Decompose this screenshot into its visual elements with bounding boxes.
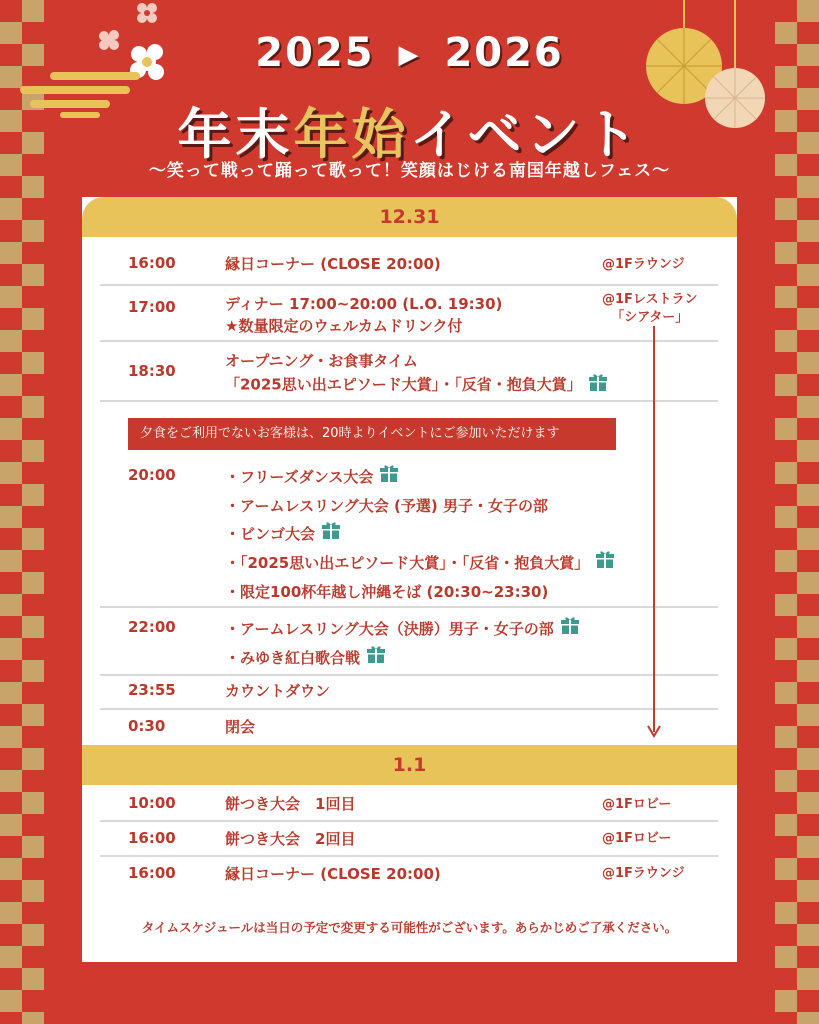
row-desc: 縁日コーナー (CLOSE 20:00): [225, 255, 441, 273]
gift-icon: [560, 615, 580, 644]
schedule-row: [100, 250, 718, 286]
row-time: 16:00: [128, 254, 176, 272]
row-time: 20:00: [128, 466, 176, 484]
row-desc-line: 「2025思い出エピソード大賞」・「反省・抱負大賞」: [225, 375, 582, 394]
schedule-row: [100, 678, 718, 710]
row-location-line: @1Fレストラン: [602, 292, 698, 307]
schedule-row: [100, 460, 718, 608]
title-part-3: イベント: [409, 103, 642, 166]
schedule-row: [100, 823, 718, 857]
row-location: @1Fロビー: [602, 831, 672, 846]
gift-icon: [379, 463, 399, 492]
gift-icon: [321, 520, 341, 549]
arrow-right-icon: ▶: [398, 40, 421, 70]
row-location: @1Fラウンジ: [602, 257, 685, 272]
row-desc-line: オープニング・お食事タイム: [225, 352, 418, 370]
footnote: タイムスケジュールは当日の予定で変更する可能性がございます。あらかじめご了承ください。: [141, 920, 678, 935]
row-location: @1Fラウンジ: [602, 866, 685, 881]
row-desc-line: ・限定100杯年越し沖縄そば (20:30~23:30): [225, 583, 549, 601]
row-desc: 閉会: [225, 718, 256, 736]
row-desc: 縁日コーナー (CLOSE 20:00): [225, 865, 441, 883]
row-desc-line: ・アームレスリング大会（決勝）男子・女子の部: [225, 620, 554, 638]
gift-icon: [588, 372, 608, 398]
date-band-1231: 12.31: [82, 197, 737, 237]
row-desc-line: ディナー 17:00~20:00 (L.O. 19:30): [225, 295, 503, 313]
plum-blossom-small-icon: [132, 0, 162, 26]
title-part-2: 年始: [293, 103, 410, 166]
schedule-row: [100, 712, 718, 742]
row-time: 16:00: [128, 864, 176, 882]
arrow-down-icon: [646, 326, 662, 742]
row-location: @1Fロビー: [602, 797, 672, 812]
row-desc-line: ・アームレスリング大会 (予選) 男子・女子の部: [225, 497, 548, 515]
row-time: 16:00: [128, 829, 176, 847]
row-desc: [225, 615, 580, 673]
gift-icon: [366, 644, 386, 673]
schedule-row: [100, 788, 718, 822]
row-time: 17:00: [128, 298, 176, 316]
row-time: 18:30: [128, 362, 176, 380]
date-band-0101: 1.1: [82, 745, 737, 785]
gift-icon: [595, 549, 615, 578]
dinner-notice: 夕食をご利用でないお客様は、20時よりイベントにご参加いただけます: [128, 418, 616, 450]
title-part-1: 年末: [177, 103, 294, 166]
row-time: 10:00: [128, 794, 176, 812]
row-desc-line: ・フリーズダンス大会: [225, 468, 374, 486]
row-desc: 餅つき大会 2回目: [225, 830, 356, 848]
row-location-line: 「シアター」: [611, 310, 689, 325]
schedule-row: [100, 858, 718, 888]
row-desc-line: ・みゆき紅白歌合戦: [225, 649, 361, 667]
row-time: 0:30: [128, 717, 166, 735]
year-to: 2026: [444, 30, 564, 76]
row-desc-line: ・ビンゴ大会: [225, 525, 316, 543]
schedule-row: [100, 344, 718, 402]
schedule-row: [100, 612, 718, 676]
subtitle: 〜笑って戦って踊って歌って！笑顔はじける南国年越しフェス〜: [148, 161, 671, 181]
row-location: [602, 291, 698, 327]
row-time: 23:55: [128, 681, 176, 699]
row-desc: [225, 463, 615, 606]
year-from: 2025: [255, 30, 375, 76]
row-desc-line: ★数量限定のウェルカムドリンク付: [225, 317, 463, 335]
row-desc: [225, 293, 502, 337]
row-desc: [225, 350, 608, 398]
year-heading: [0, 30, 819, 76]
row-time: 22:00: [128, 618, 176, 636]
row-desc: 餅つき大会 1回目: [225, 795, 356, 813]
row-desc-line: ・「2025思い出エピソード大賞」・「反省・抱負大賞」: [225, 554, 590, 572]
schedule-row: [100, 288, 718, 342]
row-desc: カウントダウン: [225, 682, 331, 700]
